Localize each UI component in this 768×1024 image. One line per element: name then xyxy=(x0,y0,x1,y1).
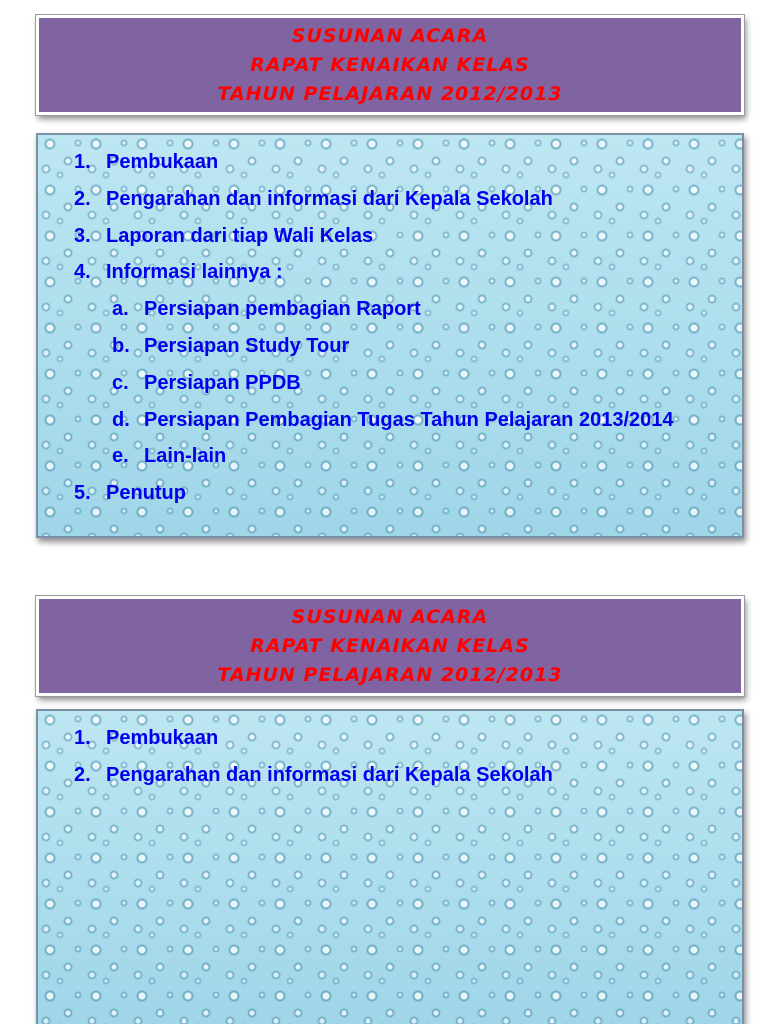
agenda-subitem-label: Lain-lain xyxy=(144,445,227,468)
agenda-subitem-e xyxy=(112,438,732,475)
slide-2-title-line-3: TAHUN PELAJARAN 2012/2013 xyxy=(217,663,563,686)
slide-1-title-box xyxy=(36,15,744,115)
agenda-item-5 xyxy=(74,475,732,512)
agenda-item-number: 2. xyxy=(74,187,91,210)
slide-2-title-line-2: RAPAT KENAIKAN KELAS xyxy=(250,634,530,657)
agenda-subitem-b xyxy=(112,328,732,365)
agenda-item-label: Pengarahan dan informasi dari Kepala Sekolah xyxy=(106,763,553,786)
agenda-subitem-label: Persiapan Pembagian Tugas Tahun Pelajaran 2013/2014 xyxy=(144,408,674,431)
agenda-item-label: Pembukaan xyxy=(106,727,219,749)
agenda-item-2 xyxy=(74,181,732,218)
agenda-subitem-c xyxy=(112,365,732,402)
agenda-item-label: Laporan dari tiap Wali Kelas xyxy=(106,224,374,247)
agenda-item-number: 1. xyxy=(74,727,91,749)
agenda-subitem-label: Persiapan PPDB xyxy=(144,371,301,394)
agenda-subitem-label: Persiapan Study Tour xyxy=(144,334,350,357)
agenda-subitem-label: Persiapan pembagian Raport xyxy=(144,298,421,321)
agenda-item-4 xyxy=(74,254,732,291)
agenda-item-2 xyxy=(74,757,732,794)
agenda-subitem-a xyxy=(112,291,732,328)
agenda-subitem-letter: d. xyxy=(112,408,130,431)
slide-1-title-line-3: TAHUN PELAJARAN 2012/2013 xyxy=(217,82,563,105)
agenda-item-1 xyxy=(74,144,732,181)
agenda-item-3 xyxy=(74,218,732,255)
agenda-item-label: Penutup xyxy=(106,482,186,505)
agenda-subitem-letter: b. xyxy=(112,334,130,357)
agenda-item-number: 3. xyxy=(74,224,91,247)
slide-2-agenda-box xyxy=(36,709,744,1024)
agenda-item-1 xyxy=(74,720,732,757)
agenda-item-label: Pengarahan dan informasi dari Kepala Sekolah xyxy=(106,187,553,210)
slide-2-title-line-1: SUSUNAN ACARA xyxy=(291,605,489,628)
agenda-subitem-d xyxy=(112,402,732,439)
agenda-item-number: 1. xyxy=(74,151,91,173)
agenda-item-number: 4. xyxy=(74,261,91,284)
slide-1-title-line-1: SUSUNAN ACARA xyxy=(291,24,489,47)
slide-2-title-box xyxy=(36,596,744,696)
agenda-item-number: 5. xyxy=(74,482,91,505)
slide-1-agenda-list xyxy=(74,144,732,512)
slide-1-title-line-2: RAPAT KENAIKAN KELAS xyxy=(250,53,530,76)
agenda-subitem-letter: e. xyxy=(112,445,129,468)
agenda-subitem-letter: a. xyxy=(112,298,129,321)
agenda-item-label: Informasi lainnya : xyxy=(106,261,283,284)
agenda-item-number: 2. xyxy=(74,763,91,786)
agenda-item-label: Pembukaan xyxy=(106,151,219,173)
slide-2-agenda-list xyxy=(74,720,732,794)
agenda-subitem-group xyxy=(74,291,732,475)
agenda-subitem-letter: c. xyxy=(112,371,129,394)
agenda-sublist xyxy=(74,291,732,475)
slide-1-agenda-box xyxy=(36,133,744,538)
